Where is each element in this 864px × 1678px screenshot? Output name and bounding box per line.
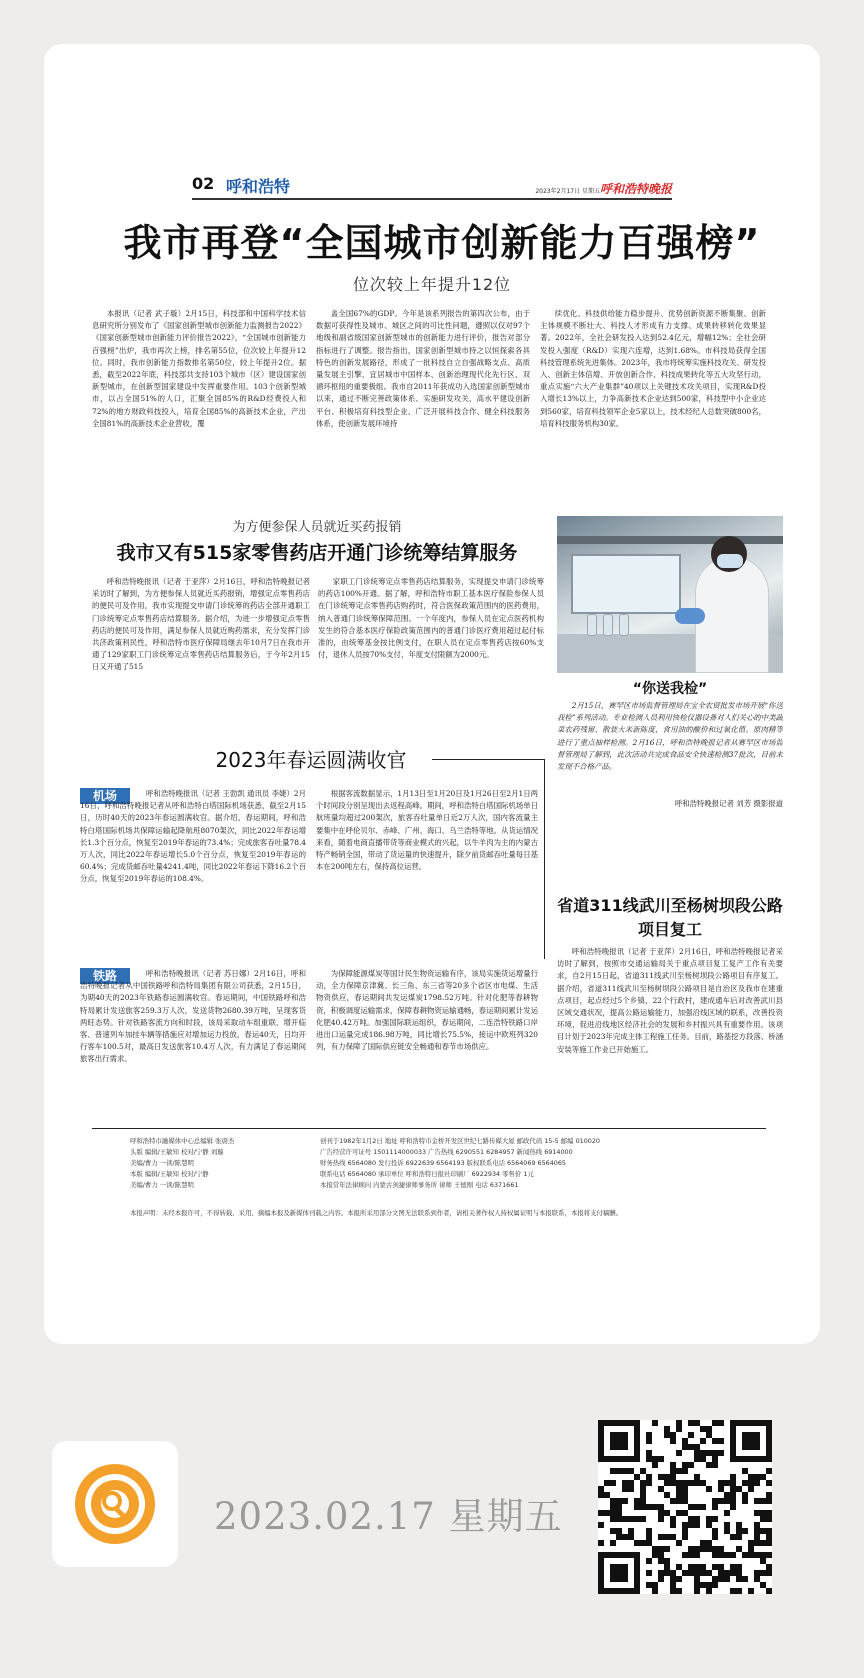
airport-col-2: 根据客流数据显示，1月13日至1月20日及1月26日至2月1日两个时间段分别呈现出去返程高峰。期间，呼和浩特白塔国际机场单日航班量均超过200架次，旅客吞吐量单日近2万人次，国内客流量主要集中在呼伦贝尔、赤峰、广州、海口、乌兰浩特等地。从货运情况来看，随着电商直播带货等商业模式的兴起，以牛羊肉为主的内蒙古特产畅销全国，带动了货运量的快速提升，除夕前货邮吞吐量每日基本在200吨左右，保持高位运营。 [316, 789, 538, 872]
photo-credit: 呼和浩特晚报记者 刘芳 摄影报道 [674, 799, 783, 808]
travel-headline: 2023年春运圆满收官 [215, 748, 407, 772]
pharmacy-col-2: 家职工门诊统筹定点零售药店结算服务，实现提交申请门诊统筹的药店100%开通。据了解，呼和浩特市职工基本医疗保险参保人员在门诊统筹定点零售药店购药时，符合医保政策范围内的医药费用，纳入普通门诊统筹保障范围。一个年度内，参保人员在定点医药机构发生的符合基本医疗保险政策范围内的普通门诊医疗费用超过起付标准的，由统筹基金按比例支付，在职人员在定点零售药店按60%支付，退休人员按70%支付，年度支付限额为2000元。 [318, 577, 544, 660]
rail-col-2: 为保障能源煤炭等国计民生物资运输有序，该局实施货运增量行动，全力保障京津冀、长三角、东三省等20多个省区市电煤、生活物资供应，春运期间共发运煤炭1798.52万吨。针对化肥等春耕物资，积极调度运输需求，保障春耕物资运输通畅，春运期间累计发运化肥40.42万吨。加强国际联运组织，春运期间，二连浩特铁路口岸进出口运量完成186.98万吨，同比增长75.5%，接运中欧班列320列，有力保障了国际供应链安全畅通和春节市场供应。 [316, 969, 538, 1052]
road-text: 呼和浩特晚报讯（记者 于亚萍）2月16日，呼和浩特晚报记者采访时了解到，按照市交通运输局关于重点项目复工复产工作有关要求，自2月15日起，省道311线武川至杨树坝段公路项目有序复工。据介绍，省道311线武川至杨树坝段公路项目是自治区及我市在建重点项目，起点经过5个乡镇，22个行政村，建成通车后对改善武川县区域交通状况，提高公路运输能力，加强沿线区域的联系，改善投资环境，促进沿线地区经济社会的发展和乡村振兴具有重要作用。该项目计划于2023年完成主体工程施工任务。目前，路基挖方段落、桥涵安装等施工作业已开始施工。 [557, 947, 783, 1054]
lead-col-2: 盖全国67%的GDP。今年是该系列报告的第四次公布，由于数据可获得性及城市、城区之间的可比性问题，遵照以仅对97个地级和副省级国家创新型城市的创新能力进行评价，报告对部分指标进行了调整。报告指出，国家创新型城市持之以恒探索各具特色的创新发展路径，形成了一批科技自立自强战略支点、高质量发展主引擎、宜居城市中国样本、创新治理现代化先行区、双循环枢纽的重要极组。我市自2011年获成功入选国家创新型城市以来，通过不断完善政策体系、实施研发攻关、高水平建设创新平台、积极培育科技型企业、广泛开展科技合作、健全科技服务体系，使创新发展环境持 [316, 309, 530, 428]
section-name: 呼和浩特 [226, 177, 291, 196]
travel-rule [432, 759, 544, 760]
pharmacy-headline: 我市又有515家零售药店开通门诊统筹结算服务 [116, 542, 518, 564]
inspection-photo [557, 516, 783, 673]
lead-col-3: 续优化、科技供给能力稳步提升、优势创新资源不断集聚、创新主体规模不断壮大、科技人才形成有力支撑、成果转移转化效果显著。2022年，全社会研发投入达到52.4亿元，增幅12%；全社会研发投入强度（R&D）实现六连增，达到1.68%。市科技局获得全国科技管理系统先进集体。2023年，我市将统筹实施科技攻关、研发投入、创新主体倍增、开放创新合作、科技成果转化等五大攻坚行动，重点实施“六大产业集群”40项以上关键技术攻关项目，实现R&D投入增长13%以上，力争高新技术企业达到500家，科技型中小企业达到560家，培育科技领军企业5家以上，技术经纪人总数突破800名，培育科技服务机构30家。 [540, 309, 766, 428]
lead-headline: 我市再登“全国城市创新能力百强榜” [123, 221, 761, 265]
page-header [192, 170, 672, 200]
bottom-date: 2023.02.17 星期五 [214, 1495, 563, 1538]
app-logo [52, 1441, 178, 1567]
masthead-logo: 呼和浩特晚报 [599, 182, 672, 196]
footer-notice: 本报声明：未经本报许可，不得转载、采用、摘编本报及新媒体刊载之内容。本报所采用部分文图无法联系到作者，请相关著作权人持权属证明与本报联系，本报将支付稿酬。 [130, 1209, 623, 1217]
photo-caption-text: 2月15日，赛罕区市场监督管理局在宝全农贸批发市场开展“你送我检”系列活动。专业检测人员利用快检仪器设备对人们关心的中类蔬菜农药残留、散装大米新陈度、食用油的酸价和过氧化值、原肉精等进行了重点抽样检测。2月16日，呼和浩特晚报记者从赛罕区市场监督管理局了解到，此次活动共完成食品安全快速检测37批次，目前未发现不合格产品。 [557, 701, 783, 772]
road-headline: 省道311线武川至杨树坝段公路项目复工 [557, 896, 783, 939]
qr-code-icon [598, 1420, 772, 1594]
lead-col-1: 本报讯（记者 武子璇）2月15日，科技部和中国科学技术信息研究所分别发布了《国家创新型城市创新能力监测报告2022》《国家创新型城市创新能力评价报告2022》，“全国城市创新能力百强榜”出炉，我市再次上榜，排名第55位，位次较上年提升12位。同时，我市创新能力指数排名第50位，较上年提升2位。据悉，截至2022年底，科技部共支持103个城市（区）建设国家创新型城市，在创新型国家建设中发挥重要作用。103个创新型城市，以占全国51%的人口，汇聚全国85%的R&D经费投入和72%的地方财政科技投入，培育全国85%的高新技术企业，产出全国81%的高新技术企业营收，覆 [92, 309, 306, 428]
rail-col-1: 呼和浩特晚报讯（记者 苏日娜）2月16日，呼和浩特晚报记者从中国铁路呼和浩特局集团有限公司获悉，2月15日，为期40天的2023年铁路春运圆满收官。春运期间，中国铁路呼和浩特局累计发送旅客259.3万人次，发送货物2680.39万吨，呈现客货两旺态势。针对铁路客流方向和时段，该局采取动车组重联、增开临客、普速列车加挂车辆等措施应对增加运力投放，春运40天，日均开行客车100.5对，最高日发送旅客10.4万人次，有力满足了春运期间旅客出行需求。 [80, 969, 306, 1064]
search-magnifier-icon [72, 1461, 158, 1547]
footer-staff: 呼和浩特市融媒体中心总编辑 张唐杰 头版 编辑/王敏知 校对/宁静 刘璇 美编/曹力 一读/陈慧明 本版 编辑/王敏知 校对/宁静 美编/曹力 一读/陈慧明 [130, 1137, 235, 1189]
pharmacy-col-1: 呼和浩特晚报讯（记者 于亚萍）2月16日，呼和浩特晚报记者采访时了解到，为方便参保人员就近买药报销，增强定点零售药店的便民可及作用，我市实现提交申请门诊统筹的药店全部开通职工门诊统筹定点零售药店结算服务。据介绍，为进一步增强定点零售药店的便民可及作用，满足参保人员就近购药需求，充分发挥门诊共济政策利民性，呼和浩特市医疗保障局继去年10月7日在我市开通了129家职工门诊统筹定点零售药店结算服务后，于今年2月15日又开通了515 [92, 577, 310, 672]
lead-subhead: 位次较上年提升12位 [352, 275, 512, 294]
rail-tag: 铁路 [80, 968, 130, 984]
section-number: 02 [192, 174, 215, 193]
photo-caption-title: “你送我检” [632, 681, 708, 697]
footer-rule [92, 1128, 766, 1129]
travel-rule-vertical [544, 759, 545, 959]
pharmacy-kicker: 为方便参保人员就近买药报销 [232, 520, 402, 535]
airport-tag: 机场 [80, 788, 130, 804]
airport-col-1: 呼和浩特晚报讯（记者 王勃凯 通讯员 李婕）2月16日，呼和浩特晚报记者从呼和浩特白塔国际机场获悉，截至2月15日，历时40天的2023年春运圆满收官。据介绍，春运期间，呼和浩特白塔国际机场共保障运输起降航班8070架次，同比2022年春运增长1.3个百分点，恢复至2019年春运的73.4%；完成旅客吞吐量78.4万人次，同比2022年春运增长5.0个百分点，恢复至2019年春运的60.4%；完成货邮吞吐量4241.4吨，同比2022年春运下降16.2个百分点，恢复至2019年春运的108.4%。 [80, 789, 306, 884]
footer-info: 创刊于1982年1月2日 地址 呼和浩特市金桥开发区世纪七路传媒大厦 邮政代码 15-5 邮编 010020 广告经营许可证号 1501114000033 广告热线 6290551 6284957 新闻热线 6914000 财务热线 6564080 发行投诉 6922639 6564193 版权联系电话 6564069 6564065 联系电话 6564080 承印单位 呼和浩特日报社印刷厂 6922934 零售价 1元 本报常年法律顾问 内蒙古剑捷律师事务所 律师 王德刚 电话 6371661 [320, 1137, 600, 1189]
issue-date: 2023年2月17日 星期五 [535, 188, 600, 195]
